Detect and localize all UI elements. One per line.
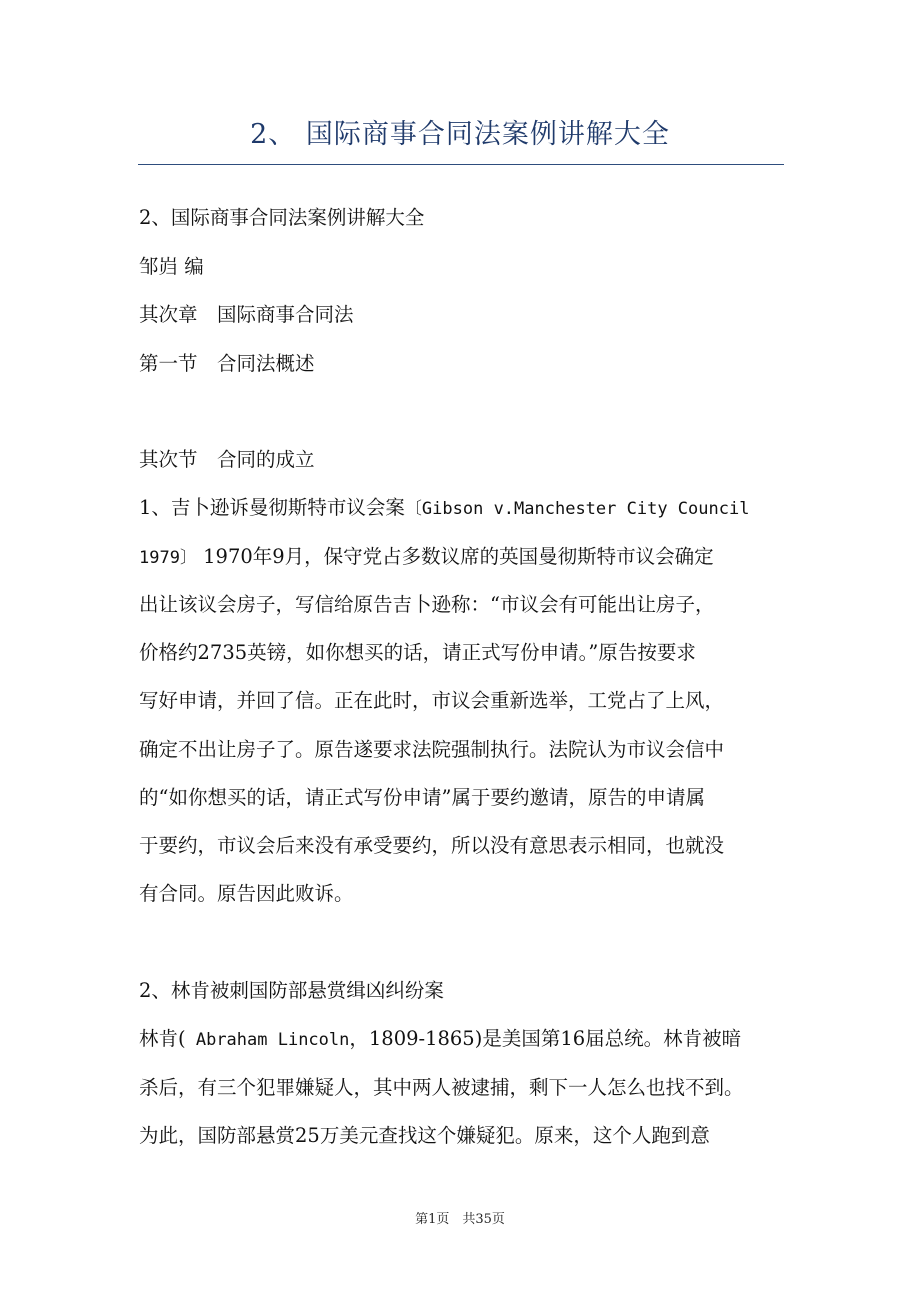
page-number: 第1页 共35页 (415, 1212, 505, 1227)
heading: 2、国际商事合同法案例讲解大全 (139, 206, 425, 229)
paragraph-line: 确定不出让房子了。原告遂要求法院强制执行。法院认为市议会信中 (139, 738, 725, 761)
paragraph-line: 有合同。原告因此败诉。 (139, 882, 354, 905)
case-title: 2、林肯被刺国防部悬赏缉凶纠纷案 (139, 979, 444, 1002)
case-year: 1979〕 (139, 548, 197, 568)
section-title: 其次节 合同的成立 (139, 448, 315, 471)
author: 邹岿 编 (139, 255, 204, 278)
paragraph-line: 杀后，有三个犯罪嫌疑人，其中两人被逮捕，剩下一人怎么也找不到。 (139, 1076, 744, 1099)
case-title-latin: 〔Gibson v.Manchester City Council (404, 499, 750, 519)
paragraph-line: 价格约2735英镑，如你想买的话，请正式写份申请。”原告按要求 (139, 641, 696, 664)
section-title: 第一节 合同法概述 (139, 352, 315, 375)
chapter-title: 其次章 国际商事合同法 (139, 303, 354, 326)
person-name-latin: Abraham Lincoln (185, 1030, 350, 1050)
paragraph-line: 为此，国防部悬赏25万美元查找这个嫌疑犯。原来，这个人跑到意 (139, 1124, 710, 1147)
case-title (139, 492, 749, 520)
title-underline (138, 164, 784, 165)
paragraph-line (139, 541, 714, 569)
paragraph-text: 林肯( (139, 1027, 186, 1050)
paragraph-line: 写好申请，并回了信。正在此时，市议会重新选举，工党占了上风， (139, 689, 725, 712)
paragraph-text: 1970年9月，保守党占多数议席的英国曼彻斯特市议会确定 (196, 545, 714, 568)
paragraph-line (139, 1023, 741, 1051)
paragraph-line: 出让该议会房子，写信给原告吉卜逊称：“市议会有可能出让房子， (139, 593, 715, 616)
paragraph-line: 的“如你想买的话，请正式写份申请”属于要约邀请，原告的申请属 (139, 786, 705, 809)
paragraph-line: 于要约，市议会后来没有承受要约，所以没有意思表示相同，也就没 (139, 834, 725, 857)
page-title: 2、 国际商事合同法案例讲解大全 (250, 119, 670, 150)
paragraph-text: ，1809-1865)是美国第16届总统。林肯被暗 (349, 1027, 742, 1050)
case-title-text: 1、吉卜逊诉曼彻斯特市议会案 (139, 496, 405, 519)
